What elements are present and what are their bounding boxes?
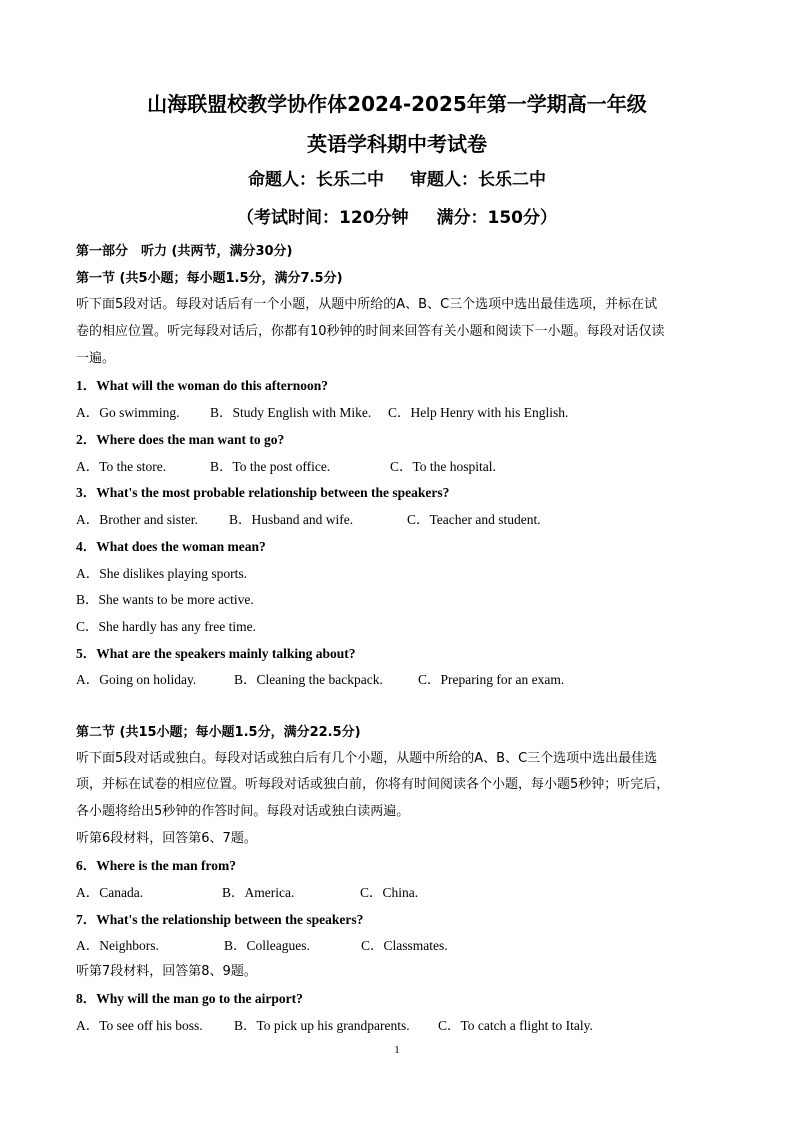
option-b: B．To pick up his grandparents. (234, 1018, 410, 1033)
exam-title: 山海联盟校教学协作体2024-2025年第一学期高一年级 (147, 92, 647, 116)
section2-instruction-line: 各小题将给出5秒钟的作答时间。每段对话或独白读两遍。 (76, 804, 410, 819)
question-1: 1．What will the woman do this afternoon? (76, 378, 329, 393)
option-b: B．Husband and wife. (229, 512, 354, 527)
question-5: 5．What are the speakers mainly talking about? (76, 646, 356, 661)
material-7-note: 听第7段材料，回答第8、9题。 (76, 964, 257, 979)
part1-heading: 第一部分 听力 (共两节，满分30分) (76, 244, 293, 259)
question-3: 3．What's the most probable relationship between the speakers? (76, 485, 450, 500)
option-c: C．Classmates. (361, 938, 448, 953)
question-2: 2．Where does the man want to go? (76, 432, 285, 447)
reviewer: 审题人：长乐二中 (410, 170, 546, 190)
option-a: A．To the store. (76, 459, 167, 474)
option-a: A．She dislikes playing sports. (76, 566, 247, 581)
option-c: C．To catch a flight to Italy. (438, 1018, 593, 1033)
question-2-options (76, 458, 726, 476)
option-b: B．To the post office. (210, 459, 331, 474)
option-b: B．America. (222, 885, 295, 900)
option-b: B．Study English with Mike. (210, 405, 372, 420)
option-b: B．She wants to be more active. (76, 592, 254, 607)
section1-instruction-line: 听下面5段对话。每段对话后有一个小题，从题中所给的A、B、C三个选项中选出最佳选项，并标在试 (76, 297, 658, 312)
option-c: C．Preparing for an exam. (418, 672, 565, 687)
exam-time-score (0, 203, 794, 228)
option-c: C．China. (360, 885, 419, 900)
option-a: A．Brother and sister. (76, 512, 198, 527)
option-c: C．Teacher and student. (407, 512, 541, 527)
option-a: A．To see off his boss. (76, 1018, 203, 1033)
question-4: 4．What does the woman mean? (76, 539, 266, 554)
exam-score: 满分：150分） (436, 208, 557, 228)
page-number: 1 (394, 1044, 400, 1056)
question-7-options (76, 937, 726, 955)
section2-instruction-line: 听下面5段对话或独白。每段对话或独白后有几个小题，从题中所给的A、B、C三个选项中选出最佳选 (76, 751, 658, 766)
option-a: A．Neighbors. (76, 938, 159, 953)
question-7: 7．What's the relationship between the speakers? (76, 912, 364, 927)
option-c: C．Help Henry with his English. (388, 405, 569, 420)
option-c: C．She hardly has any free time. (76, 619, 256, 634)
option-a: A．Going on holiday. (76, 672, 197, 687)
option-b: B．Colleagues. (224, 938, 310, 953)
question-5-options (76, 671, 726, 689)
section1-heading: 第一节 (共5小题；每小题1.5分，满分7.5分) (76, 271, 343, 286)
option-a: A．Go swimming. (76, 405, 180, 420)
question-3-options (76, 511, 726, 529)
exam-time: （考试时间：120分钟 (237, 208, 409, 228)
section1-instruction-line: 卷的相应位置。听完每段对话后，你都有10秒钟的时间来回答有关小题和阅读下一小题。每段对话仅读 (76, 324, 665, 339)
exam-authors (0, 165, 794, 190)
setter: 命题人：长乐二中 (248, 170, 384, 190)
section1-instruction-line: 一遍。 (76, 351, 116, 366)
question-1-options (76, 404, 726, 422)
option-b: B．Cleaning the backpack. (234, 672, 383, 687)
material-6-note: 听第6段材料，回答第6、7题。 (76, 831, 257, 846)
section2-heading: 第二节 (共15小题；每小题1.5分，满分22.5分) (76, 725, 361, 740)
section2-instruction-line: 项，并标在试卷的相应位置。听每段对话或独白前，你将有时间阅读各个小题，每小题5秒钟；听完后， (76, 777, 670, 792)
question-8: 8．Why will the man go to the airport? (76, 991, 303, 1006)
option-c: C．To the hospital. (390, 459, 496, 474)
question-6-options (76, 884, 726, 902)
exam-subtitle: 英语学科期中考试卷 (307, 132, 487, 156)
question-8-options (76, 1017, 726, 1035)
option-a: A．Canada. (76, 885, 144, 900)
question-6: 6．Where is the man from? (76, 858, 236, 873)
